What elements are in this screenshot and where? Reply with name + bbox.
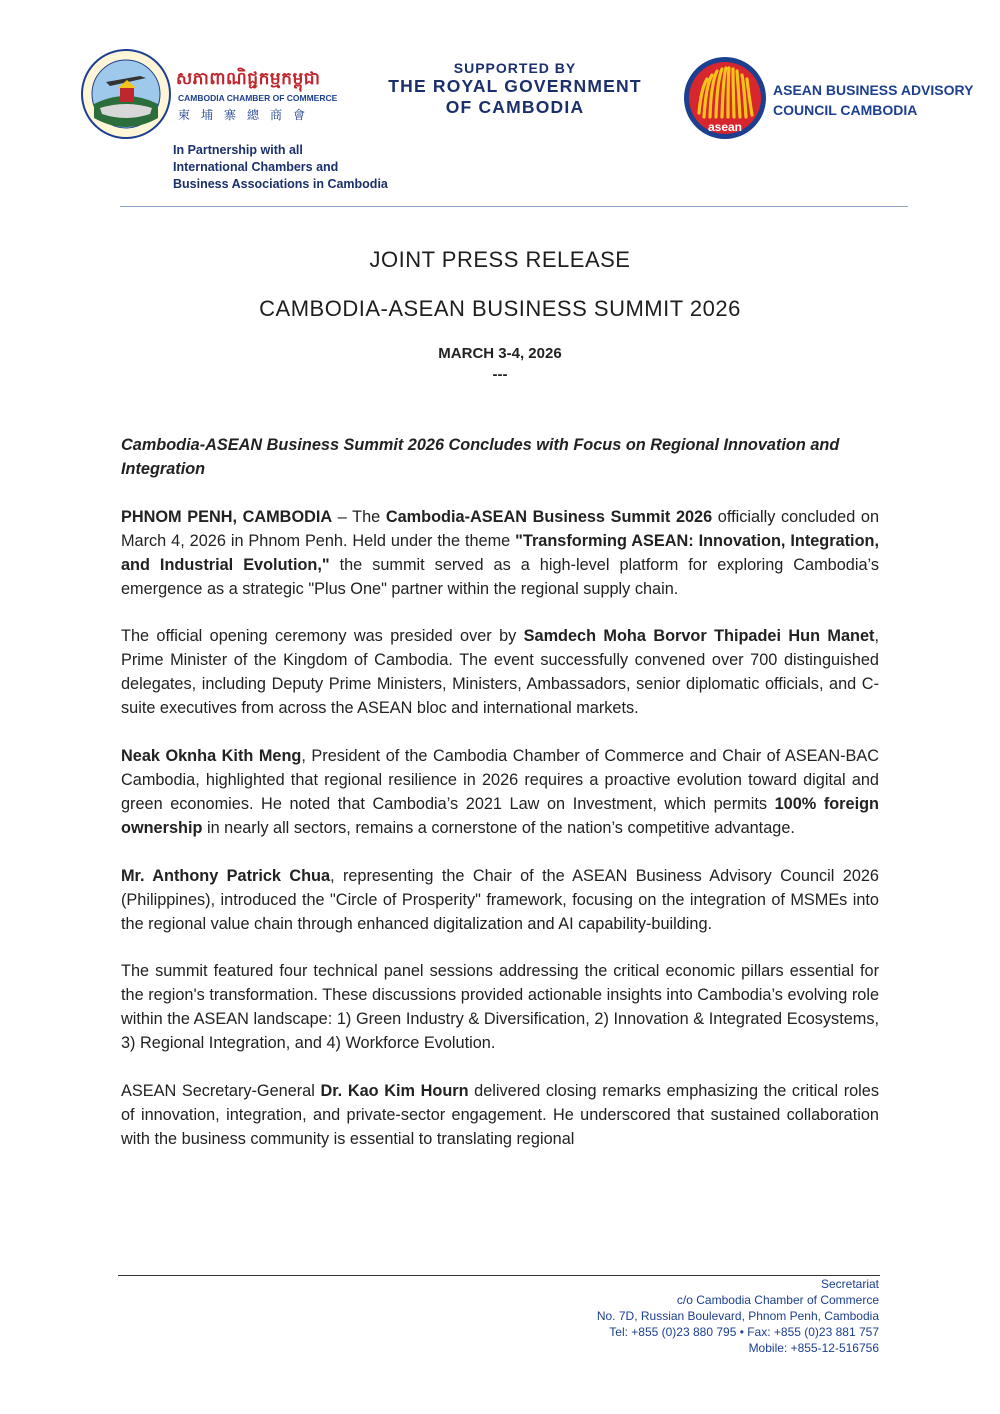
text-span: ASEAN Secretary-General xyxy=(121,1082,321,1101)
text-span: delivered closing remarks emphasizing the critical roles of innovation, integration, and private-sector engagement. He underscored that sustained collaboration with the business community is essential to translating regional xyxy=(121,1082,879,1148)
footer-line: Secretariat xyxy=(820,1277,879,1291)
text-span: , President of the Cambodia Chamber of Commerce and Chair of ASEAN-BAC Cambodia, highlighted that regional resilience in 2026 requires a proactive evolution toward digital and green economies. He noted that Cambodia’s 2021 Law on Investment, which permits xyxy=(121,747,879,813)
paragraph-5: The summit featured four technical panel sessions addressing the critical economic pillars essential for the region's transformation. These discussions provided actionable insights into Cambodia’s evolving role within the ASEAN landscape: 1) Green Industry & Diversification, 2) Innovation & Integrated Ecosystems, 3) Regional Integration, and 4) Workforce Evolution. xyxy=(121,962,879,1053)
text-span: The official opening ceremony was presided over by xyxy=(121,627,524,646)
partnership-line: In Partnership with all xyxy=(173,143,303,157)
ccc-logo xyxy=(80,48,172,140)
asean-logo-text: asean xyxy=(707,120,743,134)
paragraph-4 xyxy=(121,865,879,937)
paragraph-6 xyxy=(121,1080,879,1152)
royal-government-line: OF CAMBODIA xyxy=(445,97,585,117)
text-bold: Samdech Moha Borvor Thipadei Hun Manet xyxy=(523,627,875,646)
text-bold: Mr. Anthony Patrick Chua xyxy=(121,866,331,885)
text-bold: Dr. Kao Kim Hourn xyxy=(320,1082,469,1101)
footer-line: Tel: +855 (0)23 880 795 • Fax: +855 (0)23 881 757 xyxy=(609,1325,879,1339)
supported-by-label: SUPPORTED BY xyxy=(453,60,577,76)
paragraph-3 xyxy=(121,745,879,841)
footer-line: Mobile: +855-12-516756 xyxy=(748,1341,879,1355)
dateline: PHNOM PENH, CAMBODIA xyxy=(121,507,333,526)
press-release-subtitle: Cambodia-ASEAN Business Summit 2026 Concludes with Focus on Regional Innovation and Integration xyxy=(121,436,840,478)
royal-government-line: THE ROYAL GOVERNMENT xyxy=(388,76,642,96)
text-span: – The xyxy=(332,507,386,526)
footer-line: No. 7D, Russian Boulevard, Phnom Penh, Cambodia xyxy=(596,1309,879,1323)
asean-bac-name xyxy=(773,80,973,120)
release-type-heading: JOINT PRESS RELEASE xyxy=(369,247,631,272)
asean-logo xyxy=(682,55,768,141)
paragraph-1 xyxy=(121,506,879,602)
footer-address xyxy=(520,1276,879,1356)
text-bold: 100% foreign ownership xyxy=(121,794,879,837)
partnership-note xyxy=(173,142,388,193)
title-separator: --- xyxy=(492,366,508,383)
text-span: in nearly all sectors, remains a cornerstone of the nation’s competitive advantage. xyxy=(202,818,795,837)
partnership-line: International Chambers and xyxy=(173,160,339,174)
text-span: , representing the Chair of the ASEAN Business Advisory Council 2026 (Philippines), introduced the "Circle of Prosperity" framework, focusing on the integration of MSMEs into the regional value chain through enhanced digitalization and AI capability-building. xyxy=(121,866,879,933)
text-span: officially concluded on March 4, 2026 in Phnom Penh. Held under the theme xyxy=(121,507,879,550)
partnership-line: Business Associations in Cambodia xyxy=(173,177,388,191)
ccc-khmer-name: សភាពាណិជ្ជកម្មកម្ពុជា xyxy=(176,69,321,88)
event-date: MARCH 3-4, 2026 xyxy=(438,345,562,362)
ccc-english-name: CAMBODIA CHAMBER OF COMMERCE xyxy=(178,93,338,103)
text-bold: Cambodia-ASEAN Business Summit 2026 xyxy=(385,507,713,526)
paragraph-2 xyxy=(121,625,879,721)
header-divider xyxy=(120,206,908,207)
text-bold: Neak Oknha Kith Meng xyxy=(121,747,302,766)
asean-bac-line: COUNCIL CAMBODIA xyxy=(773,102,918,118)
theme-quote: "Transforming ASEAN: Innovation, Integration, and Industrial Evolution," xyxy=(121,531,879,574)
event-title-heading: CAMBODIA-ASEAN BUSINESS SUMMIT 2026 xyxy=(259,296,741,321)
text-span: the summit served as a high-level platform for exploring Cambodia’s emergence as a strategic "Plus One" partner within the regional supply chain. xyxy=(121,555,879,598)
supported-by-block xyxy=(370,60,660,118)
text-span: , Prime Minister of the Kingdom of Cambodia. The event successfully convened over 700 distinguished delegates, including Deputy Prime Ministers, Ministers, Ambassadors, senior diplomatic officials, and C-suite executives from across the ASEAN bloc and international markets. xyxy=(121,627,879,718)
ccc-chinese-name: 柬埔寨總商會 xyxy=(178,108,317,122)
press-release-body xyxy=(121,434,879,1176)
footer-line: c/o Cambodia Chamber of Commerce xyxy=(676,1293,879,1307)
asean-bac-line: ASEAN BUSINESS ADVISORY xyxy=(773,82,974,98)
